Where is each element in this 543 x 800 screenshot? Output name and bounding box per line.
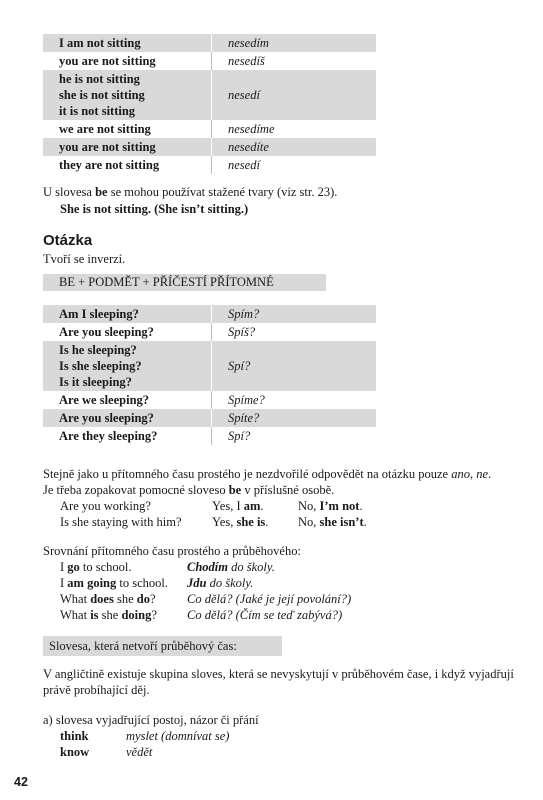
english-form: she is not sitting [59, 88, 145, 102]
english-form: you are not sitting [59, 140, 156, 154]
example-no-answer [298, 498, 363, 514]
comparison-segment: Co dělá? (Jaké je její povolání?) [187, 592, 352, 606]
czech-form: nesedíme [212, 120, 377, 138]
stative-verbs-header: Slovesa, která netvoří průběhový čas: [43, 636, 282, 656]
table-row [43, 323, 376, 341]
english-form-cell [43, 120, 212, 138]
table-row [43, 305, 376, 323]
answer-text: . [359, 499, 363, 513]
example-no-answer [298, 514, 367, 530]
english-form: they are not sitting [59, 158, 160, 172]
table-row [43, 391, 376, 409]
english-form: we are not sitting [59, 122, 151, 136]
comparison-segment: go [67, 560, 80, 574]
comparison-segment: ? [149, 592, 156, 606]
comparison-segment: I [60, 576, 68, 590]
polite-text: Stejně jako u přítomného času prostého je nezdvořilé odpovědět na otázku pouze [43, 467, 452, 481]
table-row [43, 34, 376, 52]
comparison-segment: What [60, 608, 91, 622]
czech-form: nesedím [212, 34, 377, 52]
comparison-segment: Jdu [187, 576, 207, 590]
stative-para-line2: právě probíhající děj. [43, 683, 150, 697]
english-form: I am not sitting [59, 36, 141, 50]
comparison-segment: to school. [79, 560, 132, 574]
dot: . [488, 467, 492, 481]
comparison-segment: she [113, 592, 137, 606]
comparison-segment: does [90, 592, 114, 606]
table-row [43, 156, 376, 174]
verb-czech: myslet (domnívat se) [126, 729, 230, 743]
example-question: Are you working? [60, 499, 151, 513]
question-conjugation-table [43, 305, 376, 445]
comparison-czech [187, 607, 342, 623]
english-form-cell [43, 323, 212, 341]
example-yes-answer [212, 498, 264, 514]
english-form: Is it sleeping? [59, 375, 132, 389]
english-form-cell [43, 52, 212, 70]
polite-note-line2 [43, 482, 334, 498]
czech-form: nesedíte [212, 138, 377, 156]
comparison-czech [187, 591, 351, 607]
stative-para-line1: V angličtině existuje skupina sloves, která se nevyskytují v průběhovém čase, i když vyjadřují [43, 667, 514, 681]
negative-conjugation-table [43, 34, 376, 174]
comparison-english [60, 591, 156, 607]
question-subtext: Tvoří se inverzí. [43, 252, 126, 266]
czech-form: nesedíš [212, 52, 377, 70]
english-form-cell [43, 70, 212, 120]
czech-form: Spí? [212, 427, 377, 445]
comparison-segment: do školy. [206, 576, 254, 590]
verb-english: know [60, 745, 90, 759]
answer-aux: I’m not [319, 499, 360, 513]
comparison-english [60, 575, 168, 591]
czech-form: Spíme? [212, 391, 377, 409]
english-form: he is not sitting [59, 72, 140, 86]
table-row [43, 120, 376, 138]
comparison-segment: doing [121, 608, 152, 622]
answer-aux: am [243, 499, 261, 513]
comparison-segment: I [60, 560, 68, 574]
polite-note-line1 [43, 466, 491, 482]
table-row [43, 341, 376, 391]
comparison-intro: Srovnání přítomného času prostého a průběhového: [43, 544, 301, 558]
czech-form: Spí? [212, 341, 377, 391]
answer-aux: she isn’t [319, 515, 364, 529]
comparison-segment: am going [67, 576, 117, 590]
verb-czech: vědět [126, 745, 153, 759]
polite-be: be [228, 483, 242, 497]
comma: , [469, 467, 477, 481]
comparison-czech [187, 559, 275, 575]
czech-form: Spím? [212, 305, 377, 323]
english-form: Are you sleeping? [59, 411, 154, 425]
contraction-example: She is not sitting. (She isn’t sitting.) [60, 202, 249, 216]
comparison-segment: do [136, 592, 150, 606]
english-form: Am I sleeping? [59, 307, 139, 321]
english-form: Is he sleeping? [59, 343, 137, 357]
table-row [43, 52, 376, 70]
english-form-cell [43, 341, 212, 391]
english-form: Is she sleeping? [59, 359, 142, 373]
table-row [43, 427, 376, 445]
english-form: Are we sleeping? [59, 393, 150, 407]
comparison-segment: ? [151, 608, 157, 622]
section-heading-question: Otázka [43, 232, 93, 249]
verb-english: think [60, 729, 89, 743]
english-form-cell [43, 409, 212, 427]
english-form: you are not sitting [59, 54, 156, 68]
table-row [43, 138, 376, 156]
table-row [43, 70, 376, 120]
comparison-segment: to school. [116, 576, 168, 590]
page-number: 42 [14, 775, 28, 789]
note-be: be [95, 185, 108, 199]
comparison-czech [187, 575, 253, 591]
comparison-segment: do školy. [228, 560, 275, 574]
example-yes-answer [212, 514, 268, 530]
comparison-segment: is [90, 608, 99, 622]
table-row [43, 409, 376, 427]
question-formula: BE + PODMĚT + PŘÍČESTÍ PŘÍTOMNÉ [43, 274, 326, 291]
english-form-cell [43, 156, 212, 174]
english-form-cell [43, 305, 212, 323]
comparison-segment: Chodím [187, 560, 228, 574]
polite-text-2: Je třeba zopakovat pomocné sloveso [43, 483, 229, 497]
contraction-note [43, 184, 337, 200]
english-form: Are they sleeping? [59, 429, 158, 443]
english-form: it is not sitting [59, 104, 136, 118]
czech-form: Spíte? [212, 409, 377, 427]
english-form: Are you sleeping? [59, 325, 154, 339]
answer-text: Yes, [212, 515, 237, 529]
answer-text: . [260, 499, 264, 513]
english-form-cell [43, 34, 212, 52]
stative-subheading: a) slovesa vyjadřující postoj, názor či přání [43, 713, 259, 727]
ano-word: ano [451, 467, 470, 481]
note-text-post: se mohou používat stažené tvary (viz str. 23). [107, 185, 338, 199]
english-form-cell [43, 138, 212, 156]
note-text: U slovesa [43, 185, 96, 199]
english-form-cell [43, 427, 212, 445]
comparison-segment: What [60, 592, 91, 606]
czech-form: nesedí [212, 70, 377, 120]
comparison-english [60, 607, 157, 623]
answer-text: . [265, 515, 269, 529]
example-question: Is she staying with him? [60, 515, 182, 529]
polite-text-2-post: v příslušné osobě. [241, 483, 335, 497]
comparison-english [60, 559, 132, 575]
answer-text: No, [298, 515, 320, 529]
czech-form: nesedí [212, 156, 377, 174]
english-form-cell [43, 391, 212, 409]
answer-text: No, [298, 499, 320, 513]
answer-text: . [363, 515, 367, 529]
ne-word: ne [476, 467, 489, 481]
answer-text: Yes, I [212, 499, 244, 513]
czech-form: Spíš? [212, 323, 377, 341]
comparison-segment: she [98, 608, 122, 622]
comparison-segment: Co dělá? (Čím se teď zabývá?) [187, 608, 343, 622]
answer-aux: she is [236, 515, 266, 529]
